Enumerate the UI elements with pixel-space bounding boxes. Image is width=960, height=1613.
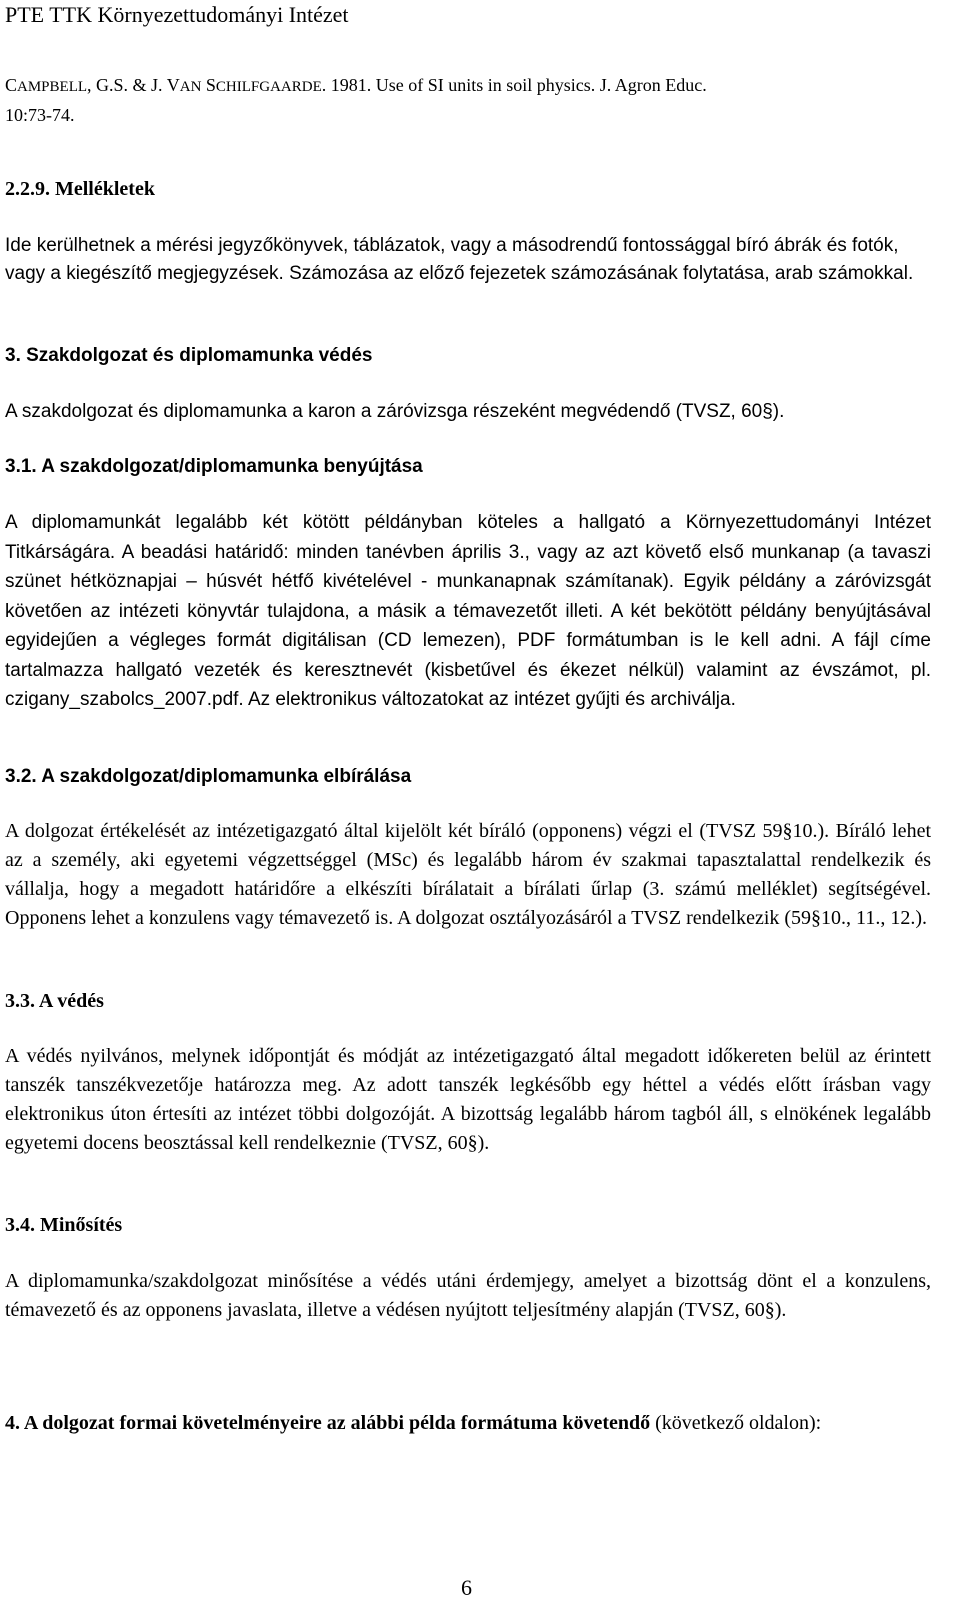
section-text-3-2: A dolgozat értékelését az intézetigazgató által kijelölt két bíráló (opponens) végzi el (TVSZ 59§10.). Bíráló lehet az a személy, aki egyetemi végzettséggel (MSc) és legalább három év szakmai tapasztalattal rendelkezik és vállalja, hogy a megadott határidőre a elkészíti bírálatait a bírálati űrlap (3. számú melléklet) segítségével. Opponens lehet a konzulens vagy témavezető is. A dolgozat osztályozásáról a TVSZ rendelkezik (59§10., 11., 12.). (5, 820, 931, 929)
section-text-3-3: A védés nyilvános, melynek időpontját és módját az intézetigazgató által megadott időkereten belül az érintett tanszék tanszékvezetője határozza meg. Az adott tanszék legkésőbb egy héttel a védés előtt írásban vagy elektronikus úton értesíti az intézet többi dolgozóját. A bizottság legalább három tagból áll, s elnökének legalább egyetemi docens beosztással kell rendelkeznie (TVSZ, 60§). (5, 1045, 931, 1154)
section-heading-3-2: 3.2. A szakdolgozat/diplomamunka elbírálása (5, 766, 412, 787)
section-heading-3: 3. Szakdolgozat és diplomamunka védés (5, 345, 373, 366)
section-text-2-2-9: Ide kerülhetnek a mérési jegyzőkönyvek, táblázatok, vagy a másodrendű fontossággal bíró ábrák és fotók, vagy a kiegészítő megjegyzések. Számozása az előző fejezetek számozásának folytatása, arab számokkal. (5, 235, 914, 284)
reference-entry: CAMPBELL, G.S. & J. VAN SCHILFGAARDE. 1981. Use of SI units in soil physics. J. Agron Educ. 10:73-74. (5, 75, 707, 125)
section-heading-3-3: 3.3. A védés (5, 990, 104, 1012)
section-heading-4: 4. A dolgozat formai követelményeire az alábbi példa formátuma követendő (következő oldalon): (5, 1412, 822, 1434)
page-header: PTE TTK Környezettudományi Intézet (5, 2, 349, 27)
section-text-3-4: A diplomamunka/szakdolgozat minősítése a védés utáni érdemjegy, amelyet a bizottság dönt el a konzulens, témavezető és az opponens javaslata, illetve a védésen nyújtott teljesítmény alapján (TVSZ, 60§). (5, 1270, 931, 1321)
page-number: 6 (461, 1575, 472, 1600)
section-text-3-1: A diplomamunkát legalább két kötött példányban köteles a hallgató a Környezettudományi Intézet Titkárságára. A beadási határidő: minden tanévben április 3., vagy az azt követő első munkanap (a tavaszi szünet hétköznapjai – húsvét hétfő kivételével - munkanapnak számítanak). Egyik példány a záróvizsgát követően az intézeti könyvtár tulajdona, a másik a témavezetőt illeti. A két bekötött példány benyújtásával egyidejűen a végleges formát digitálisan (CD lemezen), PDF formátumban is le kell adni. A fájl címe tartalmazza hallgató vezeték és keresztnevét (kisbetűvel és ékezet nélkül) valamint az évszámot, pl. czigany_szabolcs_2007.pdf. Az elektronikus változatokat az intézet gyűjti és archiválja. (5, 512, 931, 710)
section-heading-3-4: 3.4. Minősítés (5, 1214, 123, 1236)
section-heading-3-1: 3.1. A szakdolgozat/diplomamunka benyújtása (5, 456, 423, 477)
section-text-3: A szakdolgozat és diplomamunka a karon a záróvizsga részeként megvédendő (TVSZ, 60§). (5, 401, 785, 422)
section-heading-2-2-9: 2.2.9. Mellékletek (5, 178, 155, 200)
